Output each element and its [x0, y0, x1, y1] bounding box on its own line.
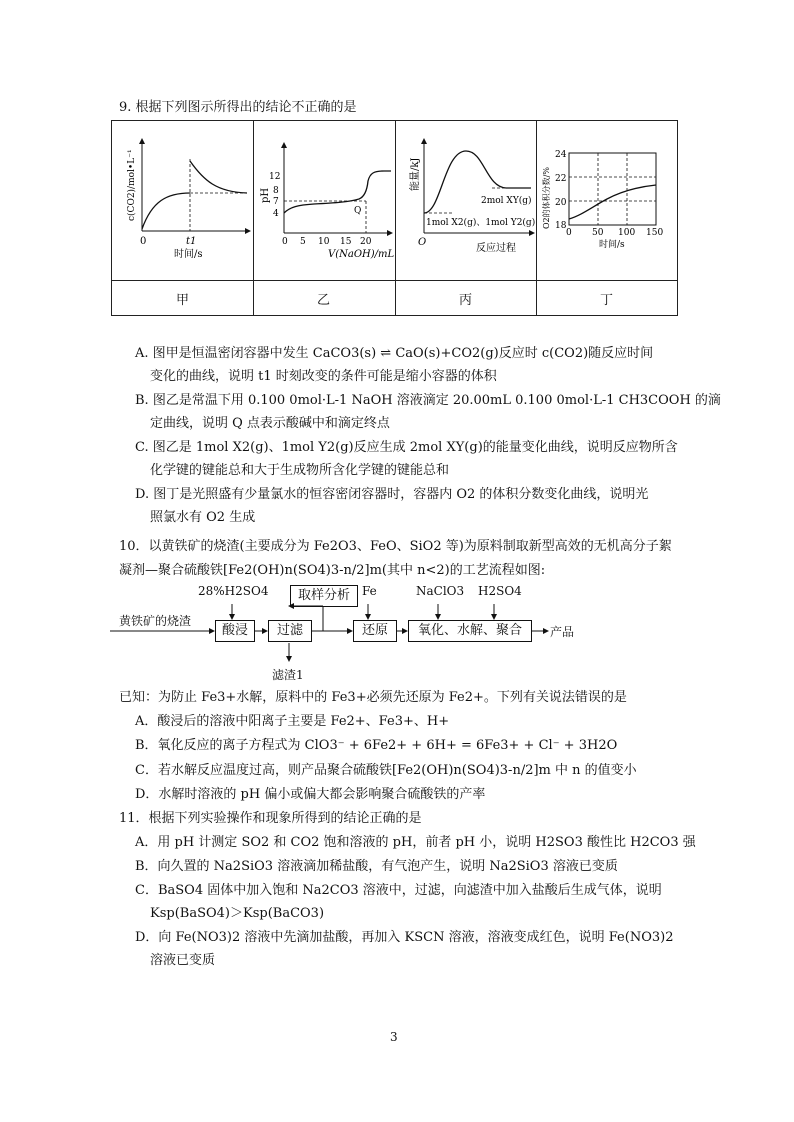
- q9-option-b-line2: 定曲线，说明 Q 点表示酸碱中和滴定终点: [150, 416, 390, 431]
- q10-stem-line2: 凝剂—聚合硫酸铁[Fe2(OH)n(SO4)3-n/2]m(其中 n<2)的工艺流程如图:: [119, 563, 546, 578]
- q10-option-a: A．酸浸后的溶液中阳离子主要是 Fe2+、Fe3+、H+: [135, 714, 450, 729]
- flow-box-analysis: 取样分析: [290, 585, 358, 607]
- bing-product: 2mol XY(g): [481, 196, 532, 206]
- q11-option-a: A．用 pH 计测定 SO2 和 CO2 饱和溶液的 pH，前者 pH 小，说明 H2SO3 酸性比 H2CO3 强: [135, 835, 696, 850]
- flow-label-fe: Fe: [362, 584, 377, 598]
- flow-box-acid-leach: 酸浸: [215, 620, 255, 642]
- flow-label-start: 黄铁矿的烧渣: [119, 614, 192, 628]
- ding-ytick-22: 22: [555, 174, 567, 184]
- yi-ytick-12: 12: [269, 172, 281, 182]
- q10-option-c: C．若水解反应温度过高，则产品聚合硫酸铁[Fe2(OH)n(SO4)3-n/2]m 中 n 的值变小: [135, 763, 637, 778]
- flow-label-residue: 滤渣1: [272, 668, 304, 682]
- q9-option-d-line1: D. 图丁是光照盛有少量氯水的恒容密闭容器时，容器内 O2 的体积分数变化曲线，说明光: [135, 487, 649, 502]
- q9-option-a-line2: 变化的曲线，说明 t1 时刻改变的条件可能是缩小容器的体积: [150, 369, 497, 384]
- ding-ytick-20: 20: [555, 198, 567, 208]
- figure-bing: [396, 121, 537, 279]
- q11-option-d-line1: D．向 Fe(NO3)2 溶液中先滴加盐酸，再加入 KSCN 溶液，溶液变成红色，说明 Fe(NO3)2: [135, 930, 674, 945]
- q11-option-b: B．向久置的 Na2SiO3 溶液滴加稀盐酸，有气泡产生，说明 Na2SiO3 溶液已变质: [135, 859, 618, 874]
- q9-option-c-line2: 化学键的键能总和大于生成物所含化学键的键能总和: [150, 463, 450, 478]
- flow-box-filter: 过滤: [268, 620, 312, 642]
- yi-xtick-20: 20: [360, 237, 372, 247]
- yi-ylabel: pH: [260, 187, 271, 203]
- flow-label-acid: 28%H2SO4: [198, 584, 269, 598]
- caption-yi: 乙: [316, 293, 330, 308]
- yi-xtick-10: 10: [318, 237, 330, 247]
- flow-arrows: [110, 595, 560, 670]
- caption-jia: 甲: [175, 293, 189, 308]
- caption-bing: 丙: [458, 293, 472, 308]
- q11-option-c-line1: C．BaSO4 固体中加入饱和 Na2CO3 溶液中，过滤，向滤渣中加入盐酸后生成气体，说明: [135, 883, 662, 898]
- q10-option-b: B．氧化反应的离子方程式为 ClO3⁻ + 6Fe2+ + 6H+ = 6Fe3+ + Cl⁻ + 3H2O: [135, 738, 618, 753]
- q9-stem: 9. 根据下列图示所得出的结论不正确的是: [119, 100, 357, 115]
- figure-yi: [254, 121, 395, 279]
- ding-xtick-50: 50: [592, 228, 604, 238]
- q10-stem-line1: 10．以黄铁矿的烧渣(主要成分为 Fe2O3、FeO、SiO2 等)为原料制取新型高效的无机高分子絮: [119, 539, 672, 554]
- q9-option-a-line1: A. 图甲是恒温密闭容器中发生 CaCO3(s) ⇌ CaO(s)+CO2(g)反应时 c(CO2)随反应时间: [135, 346, 654, 361]
- caption-ding: 丁: [599, 293, 613, 308]
- bing-xlabel: 反应过程: [476, 243, 516, 254]
- yi-xtick-5: 5: [300, 237, 306, 247]
- q10-option-d: D．水解时溶液的 pH 偏小或偏大都会影响聚合硫酸铁的产率: [135, 787, 486, 802]
- yi-ytick-4: 4: [273, 209, 279, 219]
- flow-box-oxidation: 氧化、水解、聚合: [408, 620, 532, 642]
- q11-option-d-line2: 溶液已变质: [150, 953, 216, 968]
- q10-known: 已知：为防止 Fe3+水解，原料中的 Fe3+必须先还原为 Fe2+。下列有关说法错误的是: [119, 690, 627, 705]
- q9-option-b-line1: B. 图乙是常温下用 0.100 0mol·L-1 NaOH 溶液滴定 20.00mL 0.100 0mol·L-1 CH3COOH 的滴: [135, 393, 721, 408]
- jia-ylabel: c(CO2)/mol•L⁻¹: [127, 149, 137, 221]
- flow-label-product: 产品: [550, 625, 575, 639]
- q9-option-c-line1: C. 图乙是 1mol X2(g)、1mol Y2(g)反应生成 2mol XY(g)的能量变化曲线，说明反应物所含: [135, 440, 678, 455]
- flow-label-naclo3: NaClO3: [416, 584, 465, 598]
- flow-box-reduction: 还原: [353, 620, 397, 642]
- q9-option-d-line2: 照氯水有 O2 生成: [150, 510, 256, 525]
- q11-stem: 11．根据下列实验操作和现象所得到的结论正确的是: [119, 811, 422, 826]
- yi-ytick-8: 8: [273, 186, 279, 196]
- bing-origin: O: [418, 237, 427, 248]
- figure-table: [111, 120, 678, 316]
- ding-xtick-150: 150: [646, 228, 664, 238]
- ding-ytick-24: 24: [555, 150, 567, 160]
- flow-label-h2so4: H2SO4: [478, 584, 522, 598]
- yi-ytick-7: 7: [273, 197, 279, 207]
- yi-xtick-0: 0: [282, 237, 288, 247]
- q11-option-c-line2: Ksp(BaSO4)＞Ksp(BaCO3): [150, 906, 325, 921]
- ding-xlabel: 时间/s: [599, 240, 625, 250]
- ding-xtick-100: 100: [618, 228, 636, 238]
- jia-origin: 0: [140, 236, 147, 247]
- bing-reactant: 1mol X2(g)、1mol Y2(g): [426, 218, 536, 228]
- jia-t1: t1: [186, 236, 197, 247]
- yi-point-q: Q: [354, 206, 362, 216]
- ding-xtick-0: 0: [566, 228, 572, 238]
- page-number: 3: [390, 1030, 398, 1044]
- yi-xtick-15: 15: [340, 237, 352, 247]
- figure-jia: [112, 121, 253, 279]
- yi-xlabel: V(NaOH)/mL: [328, 249, 395, 260]
- jia-xlabel: 时间/s: [174, 249, 203, 260]
- figure-ding: [537, 121, 678, 279]
- bing-ylabel: 能量/kJ: [410, 157, 421, 191]
- ding-ylabel: O2的体积分数/%: [542, 167, 551, 229]
- ding-ytick-18: 18: [555, 221, 567, 231]
